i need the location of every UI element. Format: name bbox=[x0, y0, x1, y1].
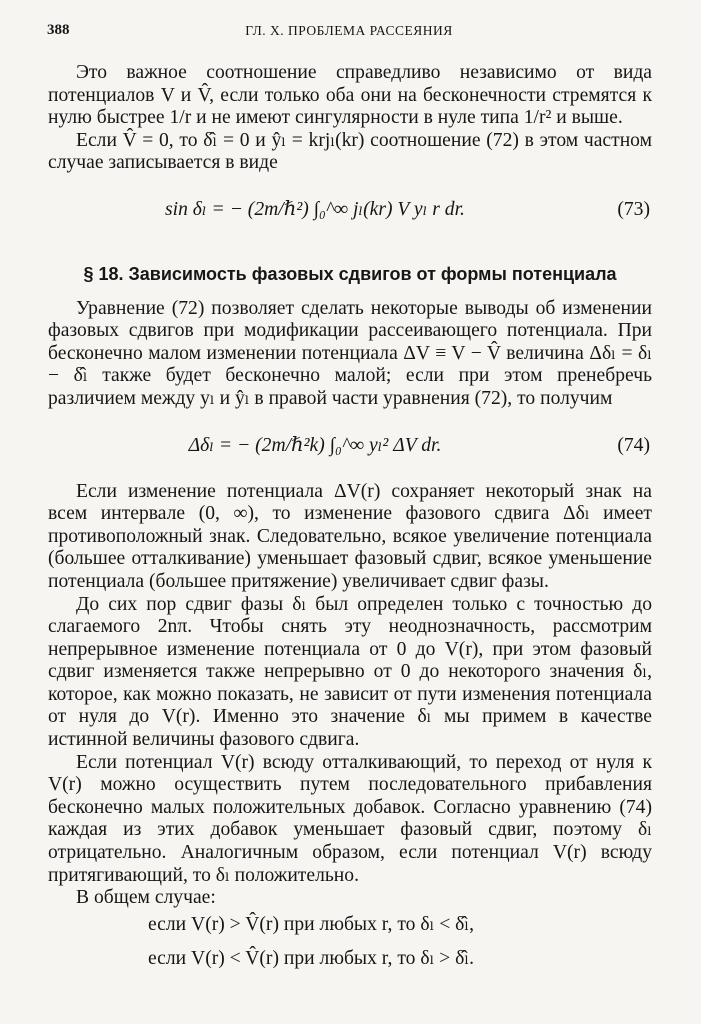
running-title: ГЛ. X. ПРОБЛЕМА РАССЕЯНИЯ bbox=[245, 23, 453, 38]
equation-74 bbox=[48, 411, 652, 481]
paragraph-6: Если потенциал V(r) всюду отталкивающий, то переход от нуля к V(r) можно осуществить путем последовательного прибавления бесконечно малых положительных добавок. Согласно уравнению (74) каждая из этих добавок уменьшает фазовый сдвиг, поэтому δₗ отрицательно. Аналогичным образом, если потенциал V(r) всюду притягивающий, то δₗ положительно. bbox=[48, 751, 652, 886]
paragraph-7: В общем случае: bbox=[76, 887, 216, 909]
page-number: 388 bbox=[47, 22, 70, 38]
paragraph-2: Если V̂ = 0, то δ̂ₗ = 0 и ŷₗ = krjₗ(kr) соотношение (72) в этом частном случае записывается в виде bbox=[48, 129, 652, 174]
paragraph-4: Если изменение потенциала ΔV(r) сохраняет некоторый знак на всем интервале (0, ∞), то изменение фазового сдвига Δδₗ имеет противоположный знак. Следовательно, всякое увеличение потенциала (большее отталкивание) уменьшает фазовый сдвиг, всякое уменьшение потенциала (большее притяжение) увеличивает сдвиг фазы. bbox=[48, 480, 652, 592]
equation-74-formula: Δδₗ = − (2m/ℏ²k) ∫₀^∞ yₗ² ΔV dr. bbox=[188, 434, 442, 456]
equation-74-number: (74) bbox=[617, 434, 650, 456]
paragraph-5: До сих пор сдвиг фазы δₗ был определен только с точностью до слагаемого 2nπ. Чтобы снять эту неоднозначность, рассмотрим непрерывное изменение потенциала от 0 до V(r), при этом фазовый сдвиг изменяется также непрерывно от 0 до некоторого значения δₗ, которое, как можно показать, не зависит от пути изменения потенциала от нуля до V(r). Именно это значение δₗ мы примем в качестве истинной величины фазового сдвига. bbox=[48, 593, 652, 751]
conditions-block bbox=[48, 914, 652, 982]
paragraph-1: Это важное соотношение справедливо независимо от вида потенциалов V и V̂, если только оба они на бесконечности стремятся к нулю быстрее 1/r и не имеют сингулярности в нуле типа 1/r² и выше. bbox=[48, 62, 652, 129]
section-heading: § 18. Зависимость фазовых сдвигов от формы потенциала bbox=[83, 263, 617, 284]
page-header bbox=[47, 18, 651, 44]
paragraph-3: Уравнение (72) позволяет сделать некоторые выводы об изменении фазовых сдвигов при модификации рассеивающего потенциала. При бесконечно малом изменении потенциала ΔV ≡ V − V̂ величина Δδₗ = δₗ − δ̂ₗ также будет бесконечно малой; если при этом пренебречь различием между yₗ и ŷₗ в правой части уравнения (72), то получим bbox=[48, 297, 652, 409]
equation-73-formula: sin δₗ = − (2m/ℏ²) ∫₀^∞ jₗ(kr) V yₗ r dr. bbox=[165, 198, 465, 220]
equation-73-number: (73) bbox=[617, 198, 650, 220]
condition-attractive: если V(r) < V̂(r) при любых r, то δₗ > δ̂ₗ. bbox=[148, 947, 475, 969]
page-body bbox=[48, 62, 652, 982]
equation-73 bbox=[48, 175, 652, 245]
condition-repulsive: если V(r) > V̂(r) при любых r, то δₗ < δ̂ₗ, bbox=[148, 913, 475, 935]
